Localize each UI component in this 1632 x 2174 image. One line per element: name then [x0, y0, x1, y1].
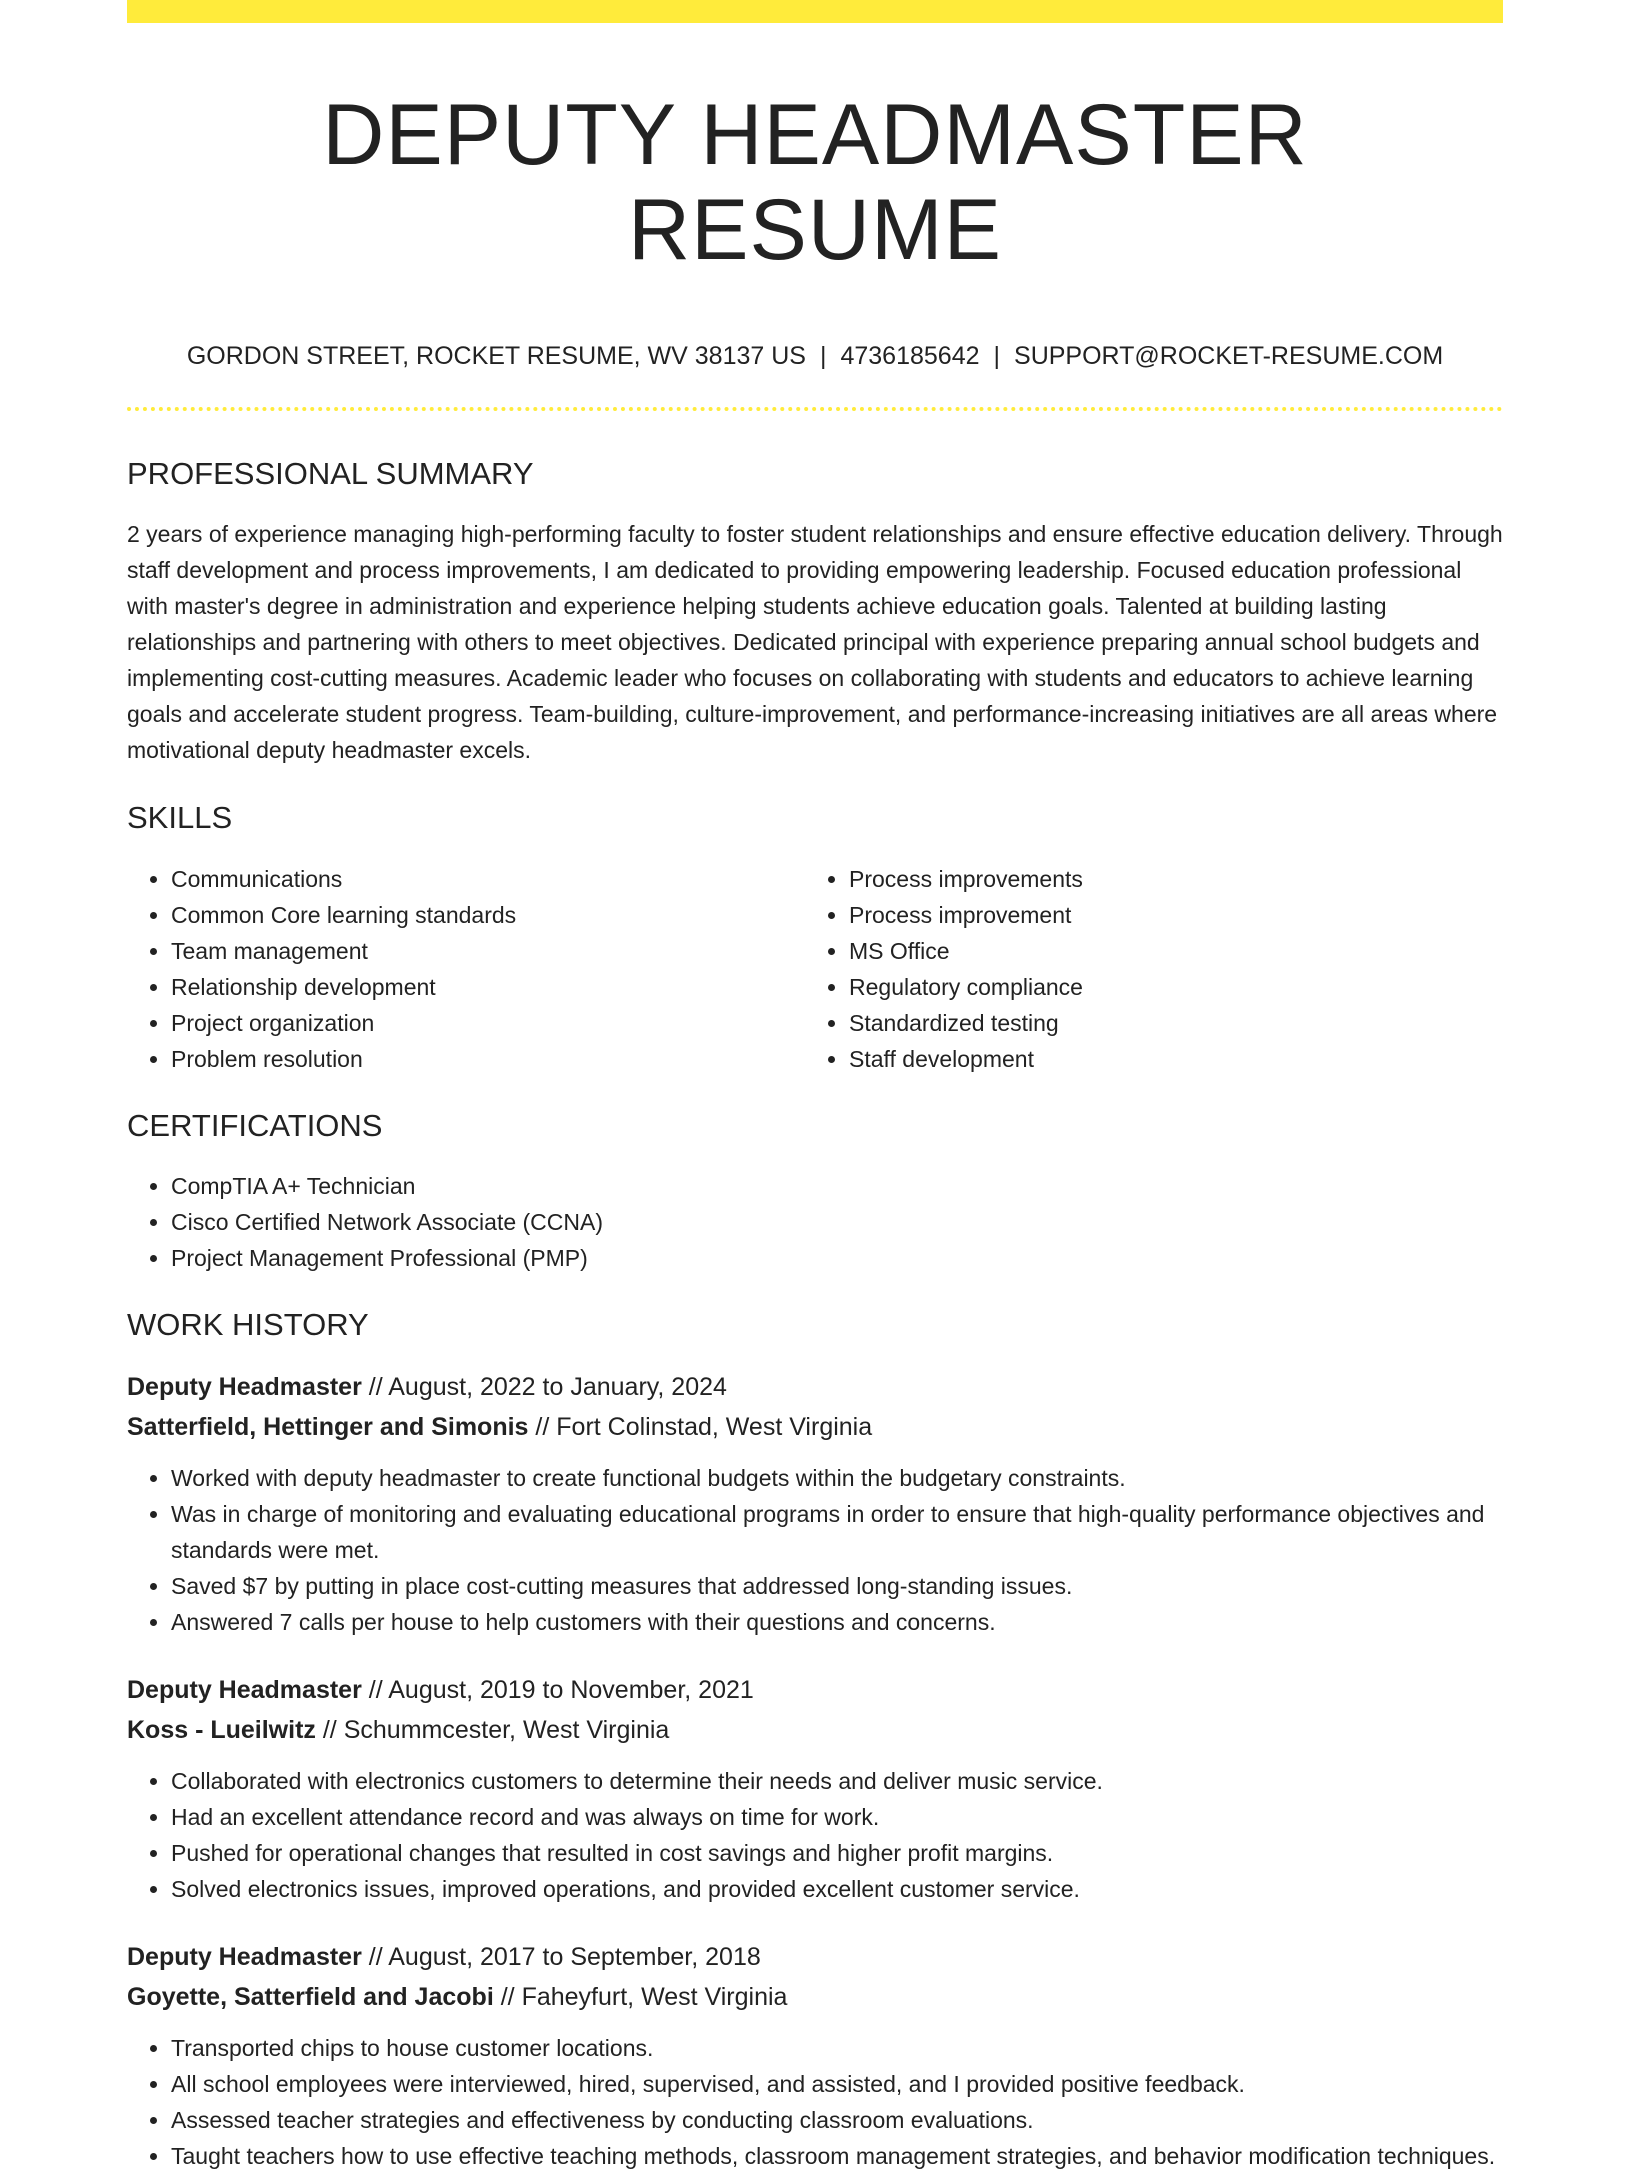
skill-item: • Regulatory compliance	[849, 969, 1483, 1005]
job-bullet: • Was in charge of monitoring and evaluating educational programs in order to ensure that high-quality performance objectives and standards were met.	[171, 1496, 1503, 1568]
accent-top-bar	[127, 0, 1503, 23]
skill-item: • Communications	[171, 861, 805, 897]
job-bullet: • Solved electronics issues, improved operations, and provided excellent customer service.	[171, 1871, 1503, 1907]
skill-item: • Relationship development	[171, 969, 805, 1005]
certifications-list	[127, 1168, 1503, 1276]
certification-item: • CompTIA A+ Technician	[171, 1168, 1503, 1204]
job-bullet: • Worked with deputy headmaster to create functional budgets within the budgetary constraints.	[171, 1460, 1503, 1496]
skill-item: • Problem resolution	[171, 1041, 805, 1077]
job-company-line	[127, 1977, 1503, 2017]
contact-separator: |	[819, 342, 827, 371]
job-company: Satterfield, Hettinger and Simonis	[127, 1412, 529, 1441]
job-bullet: • Saved $7 by putting in place cost-cutting measures that addressed long-standing issues.	[171, 1568, 1503, 1604]
job-bullet: • Had an excellent attendance record and was always on time for work.	[171, 1799, 1503, 1835]
job-bullets	[127, 1460, 1503, 1640]
contact-address: GORDON STREET, ROCKET RESUME, WV 38137 US	[186, 342, 806, 371]
job-role: Deputy Headmaster	[127, 1372, 362, 1401]
certification-item: • Project Management Professional (PMP)	[171, 1240, 1503, 1276]
job-location: Faheyfurt, West Virginia	[521, 1982, 788, 2011]
job-dates: August, 2019 to November, 2021	[388, 1675, 754, 1704]
job-bullet: • All school employees were interviewed, hired, supervised, and assisted, and I provided positive feedback.	[171, 2066, 1503, 2102]
job-bullets	[127, 2030, 1503, 2174]
summary-text: 2 years of experience managing high-performing faculty to foster student relationships and ensure effective education delivery. Through staff development and process improvements, I am dedicated to providing empowering leadership. Focused education professional with master's degree in administration and experience helping students achieve education goals. Talented at building lasting relationships and partnering with others to meet objectives. Dedicated principal with experience preparing annual school budgets and implementing cost-cutting measures. Academic leader who focuses on collaborating with students and educators to achieve learning goals and accelerate student progress. Team-building, culture-improvement, and performance-increasing initiatives are all areas where motivational deputy headmaster excels.	[127, 521, 1503, 764]
skill-item: • Process improvements	[849, 861, 1483, 897]
certification-item: • Cisco Certified Network Associate (CCNA)	[171, 1204, 1503, 1240]
job-bullet: • Answered 7 calls per house to help customers with their questions and concerns.	[171, 1604, 1503, 1640]
job-bullet: • Assessed teacher strategies and effectiveness by conducting classroom evaluations.	[171, 2102, 1503, 2138]
skill-item: • Standardized testing	[849, 1005, 1483, 1041]
dotted-divider	[127, 407, 1503, 411]
job-bullet: • Taught teachers how to use effective teaching methods, classroom management strategies, and behavior modification techniques.	[171, 2138, 1503, 2174]
skills-columns	[127, 861, 1503, 1077]
contact-separator: |	[993, 342, 1001, 371]
certifications-heading: CERTIFICATIONS	[127, 1107, 383, 1143]
job-delimiter: //	[500, 1982, 515, 2011]
job-location: Schummcester, West Virginia	[343, 1715, 670, 1744]
job-delimiter: //	[322, 1715, 337, 1744]
contact-phone: 4736185642	[840, 342, 980, 371]
job-dates: August, 2017 to September, 2018	[388, 1942, 761, 1971]
job-role: Deputy Headmaster	[127, 1675, 362, 1704]
job-entry	[127, 1367, 1503, 1640]
job-role: Deputy Headmaster	[127, 1942, 362, 1971]
skills-column-left	[127, 861, 805, 1077]
job-bullet: • Transported chips to house customer locations.	[171, 2030, 1503, 2066]
contact-line	[127, 341, 1503, 371]
skills-list-left	[127, 861, 805, 1077]
job-bullet: • Pushed for operational changes that resulted in cost savings and higher profit margins.	[171, 1835, 1503, 1871]
job-role-line	[127, 1367, 1503, 1407]
job-delimiter: //	[368, 1942, 383, 1971]
skills-heading: SKILLS	[127, 800, 233, 836]
job-company-line	[127, 1407, 1503, 1447]
skills-list-right	[805, 861, 1483, 1077]
skill-item: • Project organization	[171, 1005, 805, 1041]
contact-email[interactable]: SUPPORT@ROCKET-RESUME.COM	[1014, 342, 1444, 371]
job-company: Goyette, Satterfield and Jacobi	[127, 1982, 494, 2011]
skills-column-right	[805, 861, 1483, 1077]
job-delimiter: //	[535, 1412, 550, 1441]
skill-item: • Team management	[171, 933, 805, 969]
job-company-line	[127, 1710, 1503, 1750]
skill-item: • Common Core learning standards	[171, 897, 805, 933]
job-bullet: • Collaborated with electronics customers to determine their needs and deliver music service.	[171, 1763, 1503, 1799]
job-dates: August, 2022 to January, 2024	[388, 1372, 727, 1401]
job-entry	[127, 1937, 1503, 2174]
job-location: Fort Colinstad, West Virginia	[556, 1412, 873, 1441]
job-delimiter: //	[368, 1675, 383, 1704]
skill-item: • MS Office	[849, 933, 1483, 969]
job-entry	[127, 1670, 1503, 1907]
job-role-line	[127, 1670, 1503, 1710]
work-history-heading: WORK HISTORY	[127, 1306, 369, 1342]
job-company: Koss - Lueilwitz	[127, 1715, 316, 1744]
job-role-line	[127, 1937, 1503, 1977]
job-delimiter: //	[368, 1372, 383, 1401]
job-bullets	[127, 1763, 1503, 1907]
resume-page	[127, 0, 1503, 2174]
resume-title: DEPUTY HEADMASTER RESUME	[322, 87, 1308, 278]
skill-item: • Staff development	[849, 1041, 1483, 1077]
summary-heading: PROFESSIONAL SUMMARY	[127, 456, 534, 492]
skill-item: • Process improvement	[849, 897, 1483, 933]
